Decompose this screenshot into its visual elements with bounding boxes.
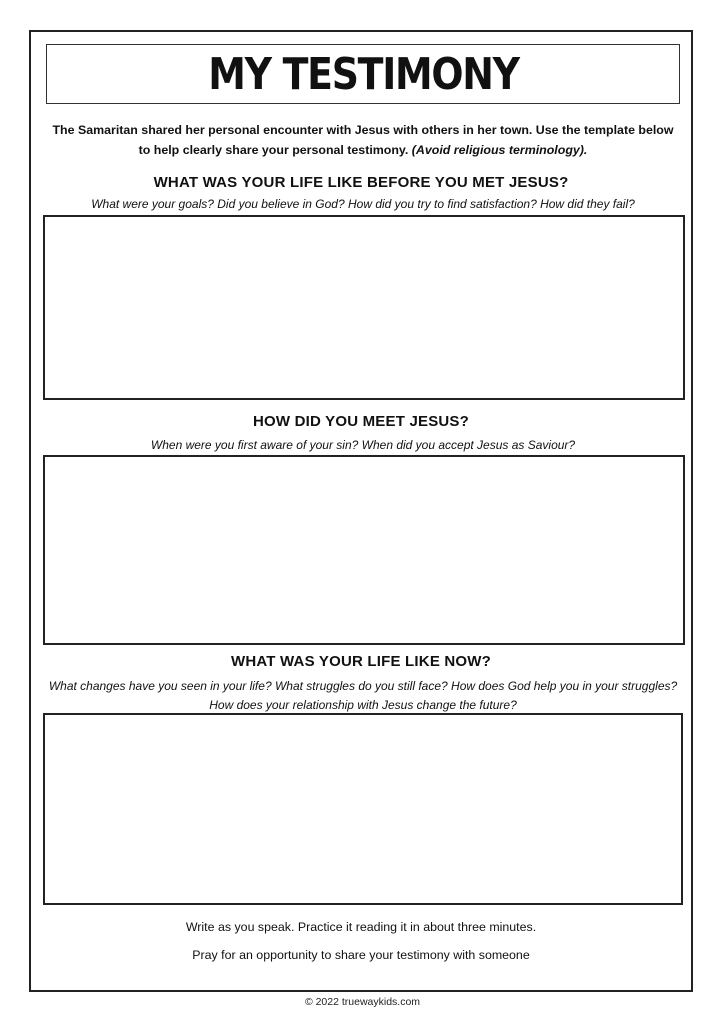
section-prompt-before: What were your goals? Did you believe in God? How did you try to find satisfaction? How did they fail? — [91, 197, 635, 211]
intro-paragraph — [51, 120, 675, 160]
section-prompt-now: What changes have you seen in your life? What struggles do you still face? How does God help you in your struggles? How does your relationship with Jesus change the future? — [48, 679, 678, 712]
answer-box-meet[interactable] — [43, 455, 685, 645]
footer-line-pray: Pray for an opportunity to share your testimony with someone — [192, 948, 530, 962]
intro-text: The Samaritan shared her personal encounter with Jesus with others in her town. Use the template below to help clearly share your personal testimony. — [52, 123, 674, 157]
answer-box-before[interactable] — [43, 215, 685, 400]
footer-line-practice: Write as you speak. Practice it reading it in about three minutes. — [185, 920, 537, 934]
section-prompt-meet: When were you first aware of your sin? When did you accept Jesus as Saviour? — [150, 438, 576, 452]
worksheet-frame — [29, 30, 693, 992]
intro-emphasis: (Avoid religious terminology). — [411, 143, 588, 157]
answer-box-now[interactable] — [43, 713, 683, 905]
section-heading-before: WHAT WAS YOUR LIFE LIKE BEFORE YOU MET JESUS? — [153, 174, 569, 191]
section-heading-meet: HOW DID YOU MEET JESUS? — [252, 413, 469, 430]
page-title: MY TESTIMONY — [207, 48, 519, 100]
title-box — [46, 44, 680, 104]
section-heading-now: WHAT WAS YOUR LIFE LIKE NOW? — [230, 653, 492, 670]
copyright-notice: © 2022 truewaykids.com — [304, 996, 421, 1008]
